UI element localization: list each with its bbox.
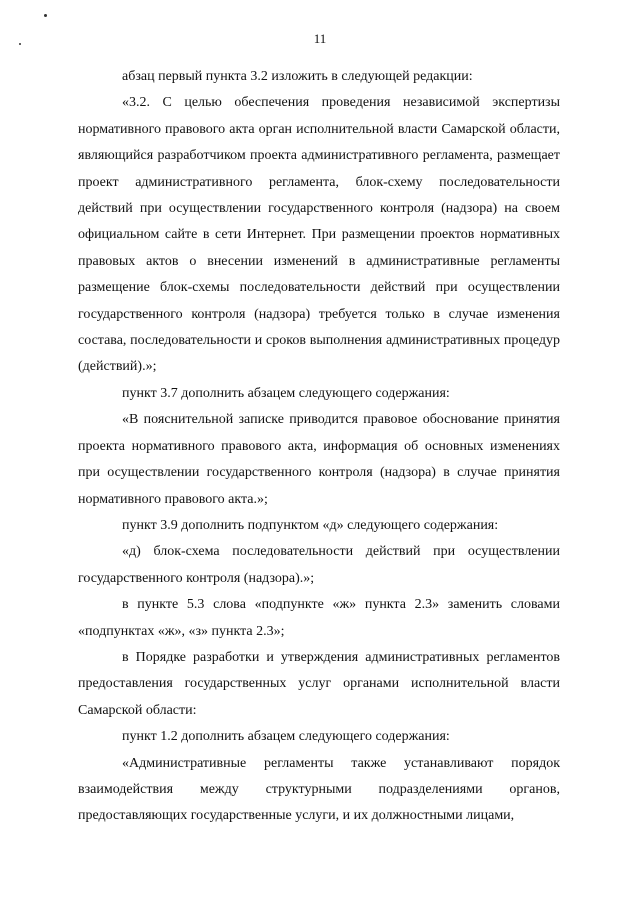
paragraph: «3.2. С целью обеспечения проведения независимой экспертизы нормативного правового акта орган исполнительной власти Самарской области, являющийся разработчиком проекта административного регламента, размещает проект административного регламента, блок-схему последовательности действий при осуществлении государственного контроля (надзора) на своем официальном сайте в сети Интернет. При размещении проектов нормативных правовых актов о внесении изменений в административные регламенты размещение блок-схемы последовательности действий при осуществлении государственного контроля (надзора) требуется только в случае изменения состава, последовательности и сроков выполнения административных процедур (действий).»; bbox=[78, 95, 560, 375]
paragraph: в Порядке разработки и утверждения административных регламентов предоставления государственных услуг органами исполнительной власти Самарской области: bbox=[78, 649, 560, 718]
page-number: 11 bbox=[313, 31, 327, 46]
paragraph: в пункте 5.3 слова «подпункте «ж» пункта 2.3» заменить словами «подпунктах «ж», «з» пункта 2.3»; bbox=[78, 597, 560, 639]
paragraph: «д) блок-схема последовательности действий при осуществлении государственного контроля (надзора).»; bbox=[78, 544, 560, 586]
document-body bbox=[78, 64, 560, 830]
paragraph: «Административные регламенты также устанавливают порядок взаимодействия между структурными подразделениями органов, предоставляющих государственные услуги, и их должностными лицами, bbox=[78, 755, 560, 824]
paragraph: пункт 3.7 дополнить абзацем следующего содержания: bbox=[122, 385, 450, 401]
paragraph: пункт 3.9 дополнить подпунктом «д» следующего содержания: bbox=[122, 517, 499, 533]
scan-speck bbox=[44, 14, 47, 17]
paragraph: пункт 1.2 дополнить абзацем следующего содержания: bbox=[122, 729, 450, 745]
paragraph: абзац первый пункта 3.2 изложить в следующей редакции: bbox=[122, 69, 473, 84]
paragraph: «В пояснительной записке приводится правовое обоснование принятия проекта нормативного правового акта, информация об основных изменениях при осуществлении государственного контроля (надзора) в случае принятия нормативного правового акта.»; bbox=[78, 412, 560, 507]
